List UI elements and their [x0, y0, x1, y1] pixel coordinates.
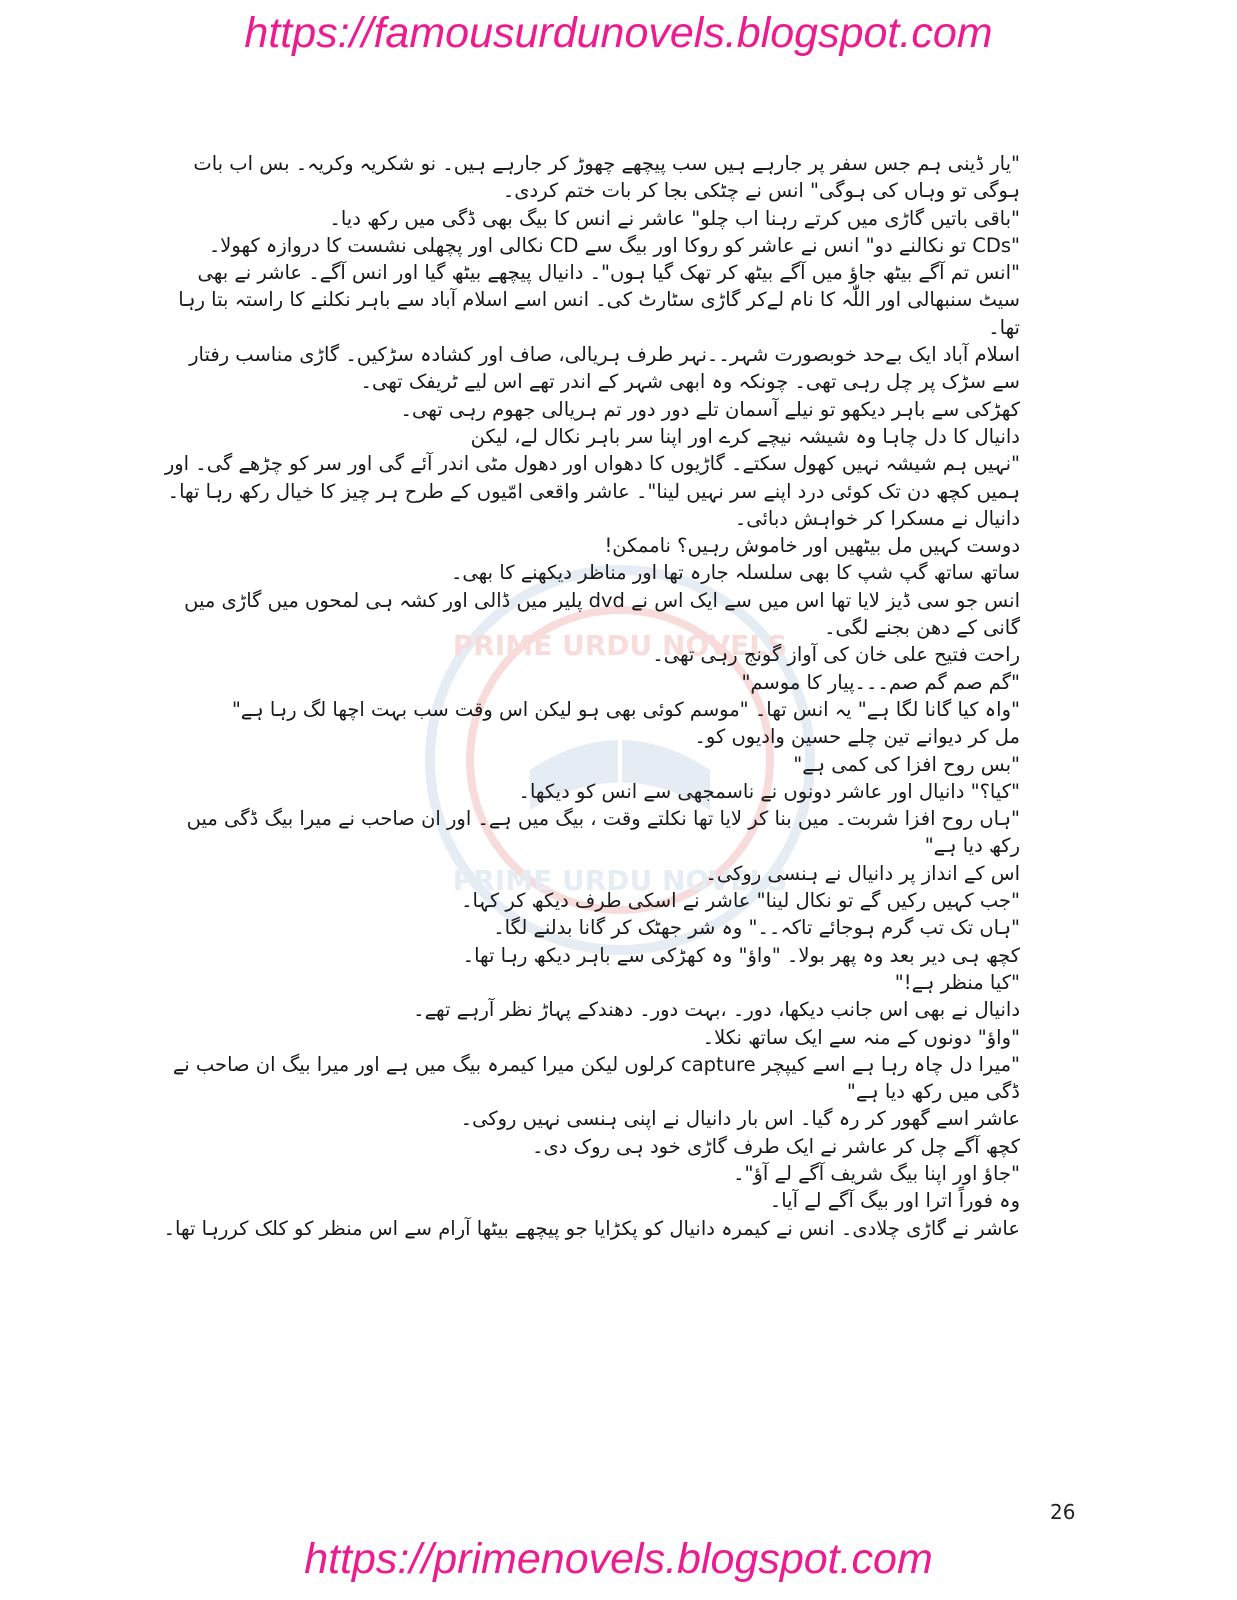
paragraph: انس جو سی ڈیز لایا تھا اس میں سے ایک اس نے dvd پلیر میں ڈالی اور کشہ ہی لمحوں میں گاڑی میں گانی کے دھن بجنے لگی۔ [184, 588, 1020, 640]
header-url[interactable]: https://famousurdunovels.blogspot.com [244, 9, 993, 57]
story-body [160, 150, 1020, 1242]
watermark-text-top: PRIME URDU NOVELS [452, 629, 788, 662]
paragraph: راحت فتیح علی خان کی آواز گونج رہی تھی۔ [652, 643, 1020, 667]
paragraph: وہ فوراً اترا اور بیگ آگے لے آیا۔ [769, 1189, 1020, 1213]
paragraph: "ہاں روح افزا شربت۔ میں بنا کر لایا تھا نکلتے وقت ، بیگ میں ہے۔ اور ان صاحب نے میرا بیگ ڈگی میں رکھ دیا ہے" [186, 807, 1020, 858]
paragraph: "گم صم گم صم۔۔۔پیار کا موسم" [741, 670, 1020, 694]
paragraph: "جب کہیں رکیں گے تو نکال لینا" عاشر نے اسکی طرف دیکھ کر کہا۔ [461, 889, 1020, 913]
paragraph: "میرا دل چاہ رہا ہے اسے کیپچر capture کرلوں لیکن میرا کیمرہ بیگ میں ہے اور میرا بیگ ان صاحب نے ڈگی میں رکھ دیا ہے" [172, 1052, 1020, 1104]
paragraph: ساتھ ساتھ گپ شپ کا بھی سلسلہ جارہ تھا اور مناظر دیکھنے کا بھی۔ [450, 561, 1020, 585]
paragraph: دوست کہیں مل بیٹھیں اور خاموش رہیں؟ ناممکن! [604, 534, 1020, 558]
paragraph: "واہ کیا گانا لگا ہے" یہ انس تھا۔ "موسم کوئی بھی ہو لیکن اس وقت سب بہت اچھا لگ رہا ہے" [231, 697, 1020, 721]
paragraph: "واؤ" دونوں کے منہ سے ایک ساتھ نکلا۔ [702, 1025, 1020, 1049]
paragraph: "کیا منظر ہے!" [894, 970, 1020, 994]
paragraph: "جاؤ اور اپنا بیگ شریف آگے لے آؤ"۔ [733, 1161, 1020, 1185]
paragraph: "باقی باتیں گاڑی میں کرتے رہنا اب چلو" عاشر نے انس کا بیگ بھی ڈگی میں رکھ دیا۔ [329, 206, 1020, 230]
watermark-text-bottom: PRIME URDU NOVELS [452, 864, 788, 897]
paragraph: "کیا؟" دانیال اور عاشر دونوں نے ناسمجھی سے انس کو دیکھا۔ [518, 779, 1020, 803]
paragraph: "CDs تو نکالنے دو" انس نے عاشر کو روکا اور بیگ سے CD نکالی اور پچھلی نشست کا دروازہ کھولا۔ [208, 233, 1020, 257]
paragraph: کچھ ہی دیر بعد وہ پھر بولا۔ "واؤ" وہ کھڑکی سے باہر دیکھ رہا تھا۔ [462, 943, 1020, 967]
paragraph: دانیال نے بھی اس جانب دیکھا، دور۔ ،بہت دور۔ دھندکے پہاڑ نظر آرہے تھے۔ [413, 998, 1020, 1022]
paragraph: مل کر دیوانے تین چلے حسین وادیوں کو۔ [694, 725, 1020, 749]
paragraph: کچھ آگے چل کر عاشر نے ایک طرف گاڑی خود ہی روک دی۔ [532, 1134, 1020, 1158]
paragraph: "انس تم آگے بیٹھ جاؤ میں آگے بیٹھ کر تھک گیا ہوں"۔ دانیال پیچھے بیٹھ گیا اور انس آگے۔ عاشر نے بھی سیٹ سنبھالی اور اللّٰہ کا نام لےکر گاڑی سٹارٹ کی۔ انس اسے اسلام آباد سے باہر نکلنے کا راستہ بتا رہا تھا۔ [178, 261, 1020, 339]
page-number: 26 [1050, 1500, 1076, 1524]
paragraph: اسلام آباد ایک بےحد خوبصورت شہر۔۔نہر طرف ہریالی، صاف اور کشادہ سڑکیں۔ گاڑی مناسب رفتار سے سڑک پر چل رہی تھی۔ چونکہ وہ ابھی شہر کے اندر تھے اس لیے ٹریفک تھی۔ [189, 343, 1020, 394]
paragraph: عاشر نے گاڑی چلادی۔ انس نے کیمرہ دانیال کو پکڑایا جو پیچھے بیٹھا آرام سے اس منظر کو کلک کررہا تھا۔ [163, 1216, 1020, 1240]
paragraph: "ہاں تک تب گرم ہوجائے تاکہ۔۔" وہ شر جھٹک کر گانا بدلنے لگا۔ [493, 916, 1020, 940]
paragraph: "نہیں ہم شیشہ نہیں کھول سکتے۔ گاڑیوں کا دھواں اور دھول مٹی اندر آئے گی اور سر کو چڑھے گی۔ اور ہمیں کچھ دن تک کوئی درد اپنے سر نہیں لینا"۔ عاشر واقعی امّیوں کے طرح ہر چیز کا خیال رکھ رہا تھا۔ دانیال نے مسکرا کر خواہش دبائی۔ [164, 452, 1020, 530]
paragraph: عاشر اسے گھور کر رہ گیا۔ اس بار دانیال نے اپنی ہنسی نہیں روکی۔ [460, 1107, 1020, 1131]
paragraph: اس کے انداز پر دانیال نے ہنسی روکی۔ [705, 861, 1020, 885]
paragraph: کھڑکی سے باہر دیکھو تو نیلے آسمان تلے دور دور تم ہریالی جھوم رہی تھی۔ [400, 397, 1020, 421]
paragraph: دانیال کا دل چاہا وہ شیشہ نیچے کرے اور اپنا سر باہر نکال لے، لیکن [470, 424, 1020, 448]
footer-url[interactable]: https://primenovels.blogspot.com [304, 1535, 933, 1583]
paragraph: "یار ڈینی ہم جس سفر پر جارہے ہیں سب پیچھے چھوڑ کر جارہے ہیں۔ نو شکریہ وکریہ۔ بس اب بات ہوگی تو وہاں کی ہوگی" انس نے چٹکی بجا کر بات ختم کردی۔ [193, 152, 1020, 203]
paragraph: "بس روح افزا کی کمی ہے" [793, 752, 1020, 776]
